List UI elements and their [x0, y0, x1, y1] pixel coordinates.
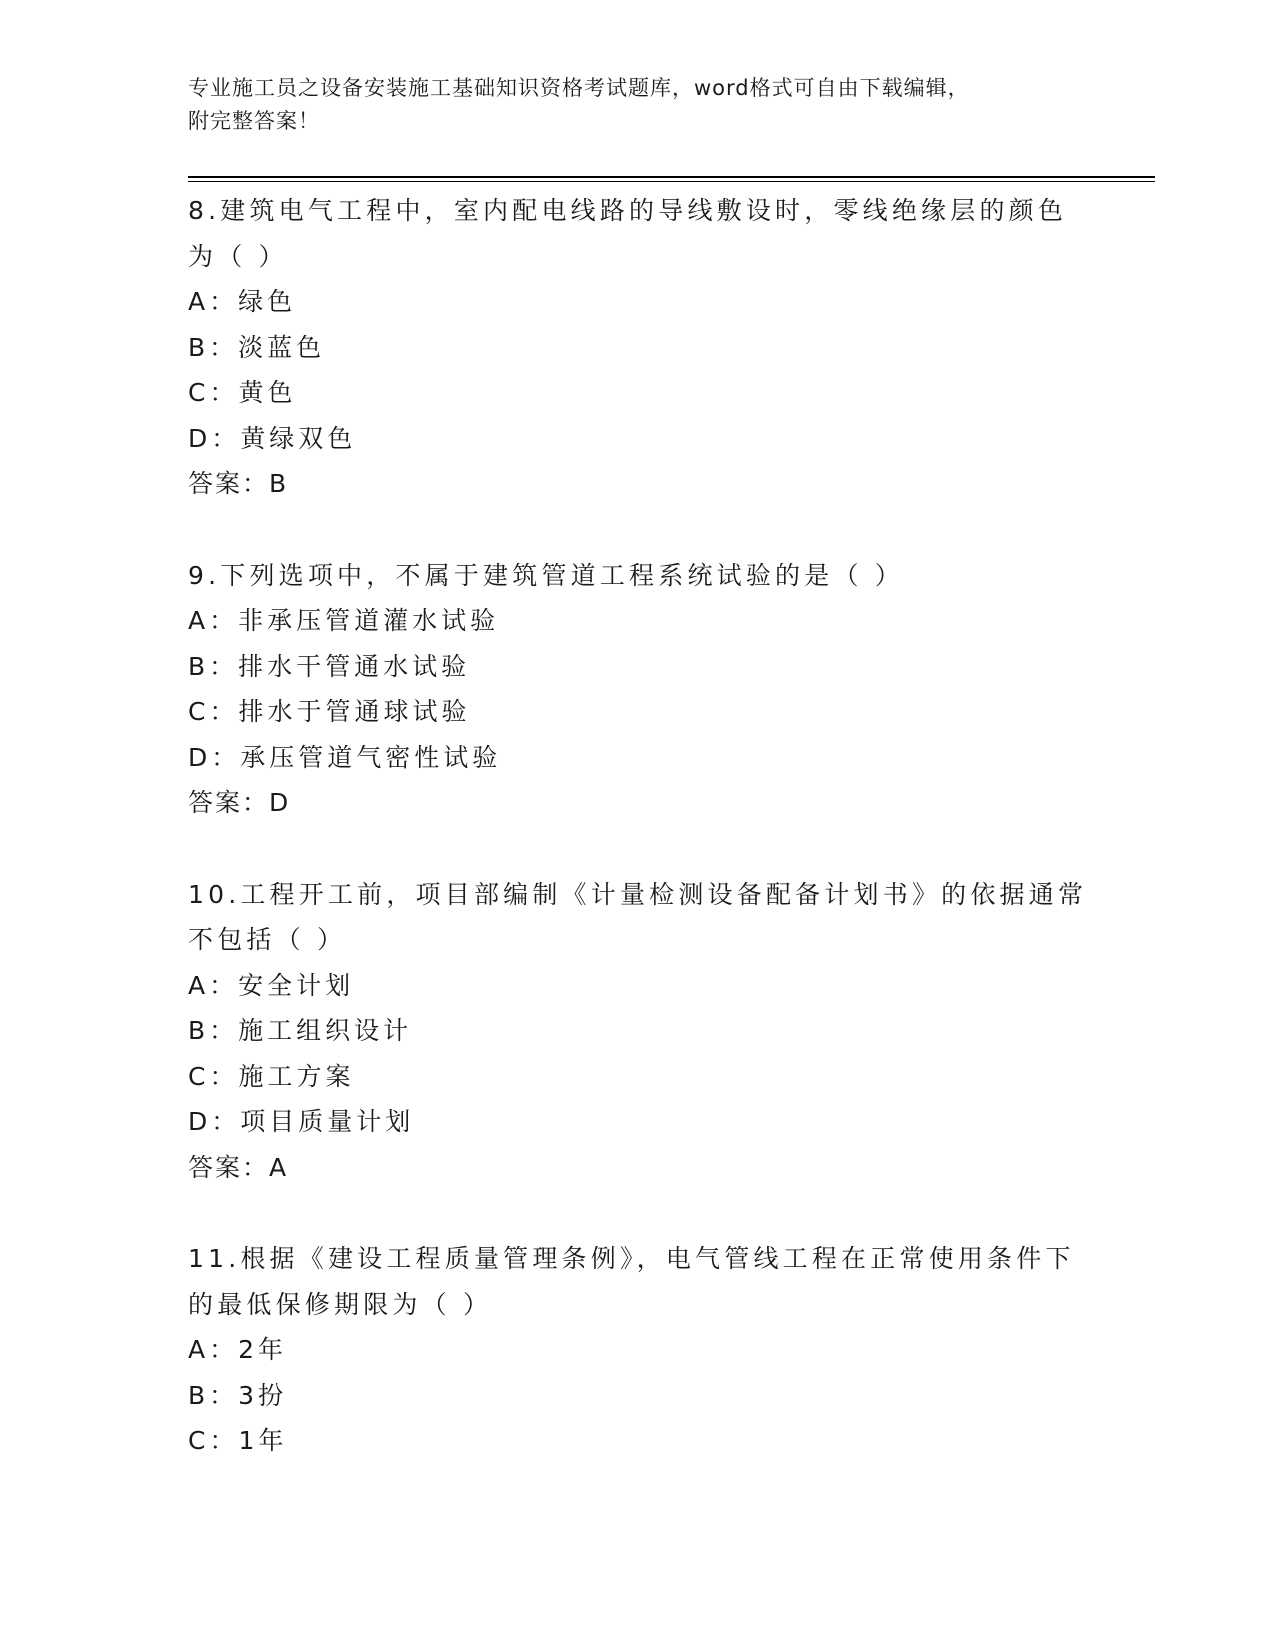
question-8 [188, 188, 1088, 507]
question-spacer [188, 507, 1088, 553]
option-a: A：安全计划 [188, 970, 355, 1000]
option-c: C：黄色 [188, 378, 297, 407]
document-page [188, 0, 1158, 1650]
question-stem: 10.工程开工前，项目部编制《计量检测设备配备计划书》的依据通常 [188, 879, 1088, 909]
header-divider-thick [188, 176, 1155, 178]
question-10 [188, 872, 1088, 1191]
question-spacer [188, 826, 1088, 872]
answer-label: 答案：B [188, 469, 289, 498]
question-stem-continued: 不包括（ ） [188, 925, 347, 954]
option-a: A：非承压管道灌水试验 [188, 606, 500, 635]
option-b: B：淡蓝色 [188, 332, 326, 362]
option-b: B：3扮 [188, 1380, 288, 1410]
question-spacer [188, 1190, 1088, 1236]
header-line-1: 专业施工员之设备安装施工基础知识资格考试题库，word格式可自由下载编辑， [188, 76, 970, 100]
option-c: C：施工方案 [188, 1061, 355, 1091]
question-stem: 9.下列选项中，不属于建筑管道工程系统试验的是（ ） [188, 560, 905, 590]
header-divider-thin [188, 181, 1155, 182]
option-d: D：承压管道气密性试验 [188, 742, 502, 772]
option-c: C：1年 [188, 1426, 288, 1455]
question-stem: 8.建筑电气工程中，室内配电线路的导线敷设时，零线绝缘层的颜色 [188, 196, 1068, 225]
header-line-2: 附完整答案！ [188, 109, 320, 133]
option-a: A：绿色 [188, 287, 297, 316]
answer-label: 答案：D [188, 788, 291, 817]
question-11 [188, 1236, 1088, 1464]
option-b: B：施工组织设计 [188, 1016, 413, 1045]
answer-label: 答案：A [188, 1152, 289, 1182]
option-a: A：2年 [188, 1335, 288, 1364]
question-stem-continued: 为（ ） [188, 241, 288, 271]
question-9 [188, 553, 1088, 826]
option-d: D：项目质量计划 [188, 1107, 415, 1136]
question-stem: 11.根据《建设工程质量管理条例》，电气管线工程在正常使用条件下 [188, 1244, 1075, 1273]
question-list [188, 188, 1088, 1464]
document-header [188, 72, 1088, 138]
option-c: C：排水于管通球试验 [188, 697, 471, 726]
question-stem-continued: 的最低保修期限为（ ） [188, 1289, 493, 1319]
option-d: D：黄绿双色 [188, 423, 357, 453]
option-b: B：排水干管通水试验 [188, 651, 471, 681]
